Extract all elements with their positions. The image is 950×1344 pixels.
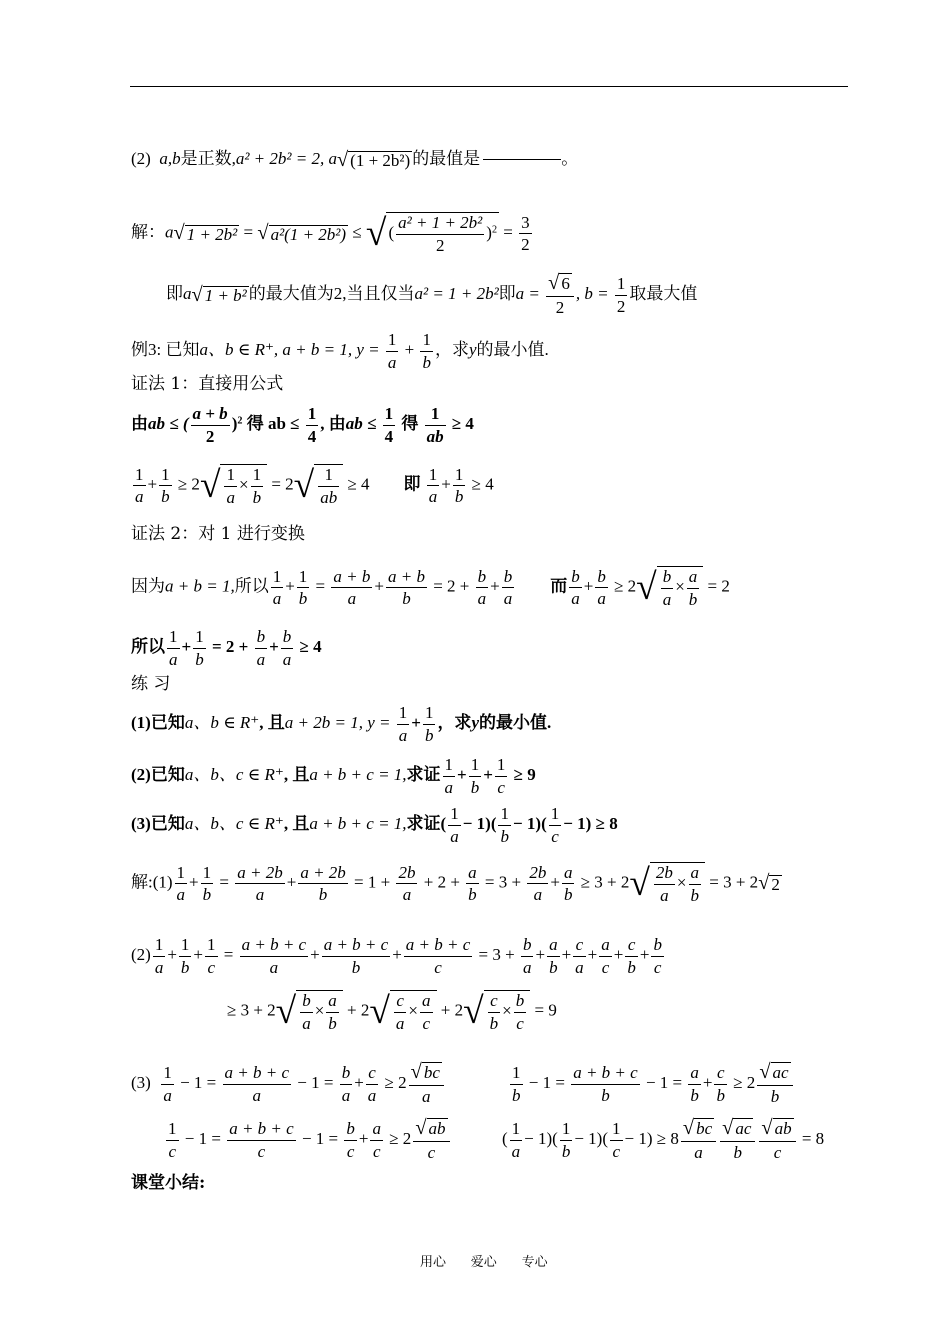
answer-blank <box>483 159 561 160</box>
example-3: 例3: 已知a、b ∈ R⁺, a + b = 1, y = $\frac{1}{a}$ + $\frac{1}{b}$ ，求y的最小值. <box>131 330 549 372</box>
method-2-title: 证法 2：对 1 进行变换 <box>131 524 305 544</box>
solution-ex-3-line-2b: ( $\frac{1}{a}$ − 1)( $\frac{1}{b}$ − 1)( $\frac{1}{c}$ − 1) ≥ 8 $\frac{√ bc}{a}$ $\frac{√ ac}{b}$ $\frac{√ ab}{c}$ = 8 <box>502 1117 825 1163</box>
method-1-line-2: $\frac{1}{a}$ + $\frac{1}{b}$ ≥ 2√ $\frac{1}{a}$ × $\frac{1}{b}$ = 2√ $\frac{1}{ab}$ ≥ 4 即 $\frac{1}{a}$ + $\frac{1}{b}$ ≥ 4 <box>135 464 494 507</box>
problem-2: (2) a,b是正数,a² + 2b² = 2, a√ (1 + 2b²) 的最值是 。 <box>131 149 579 171</box>
summary-heading: 课堂小结: <box>131 1173 206 1193</box>
solution-ex-3-line-1b: $\frac{1}{b}$ − 1 = $\frac{a + b + c}{b}$ − 1 = $\frac{a}{b}$ + $\frac{c}{b}$ ≥ 2 $\frac{√ ac}{b}$ <box>508 1061 795 1107</box>
header-rule <box>130 86 848 87</box>
method-1-line-1: 由ab ≤ ( $\frac{a + b}{2}$ )$^2$ 得 ab ≤ $\frac{1}{4}$ , 由ab ≤ $\frac{1}{4}$ 得 $\frac{1}{ab}$ ≥ 4 <box>131 404 474 446</box>
solution-ex-1: 解:(1) $\frac{1}{a}$ + $\frac{1}{b}$ = $\frac{a + 2b}{a}$ + $\frac{a + 2b}{b}$ = 1 + $\frac{2b}{a}$ + 2 + $\frac{a}{b}$ = 3 + $\frac{2b}{a}$ + $\frac{a}{b}$ ≥ 3 + 2√ $\frac{2b}{a}$ × $\frac{a}{b}$ = 3 + 2√ 2 <box>131 862 780 905</box>
solution-ex-3-line-2a: $\frac{1}{c}$ − 1 = $\frac{a + b + c}{c}$ − 1 = $\frac{b}{c}$ + $\frac{a}{c}$ ≥ 2 $\frac{√ ab}{c}$ <box>164 1117 452 1163</box>
method-2-line-1: 因为a + b = 1,所以 $\frac{1}{a}$ + $\frac{1}{b}$ = $\frac{a + b}{a}$ + $\frac{a + b}{b}$ = 2 + $\frac{b}{a}$ + $\frac{b}{a}$ 而 $\frac{b}{a}$ + $\frac{b}{a}$ ≥ 2√ $\frac{b}{a}$ × $\frac{a}{b}$ = 2 <box>131 566 730 609</box>
page-footer: 用心 爱心 专心 <box>420 1255 548 1270</box>
solution-2-line-1: 解：a√ 1 + 2b² = √ a²(1 + 2b²) ≤ √ ( $\frac{\text{a² + 1 + 2b²}}{2}$ )$^2$ = $\frac{3}{2}$ <box>131 212 530 255</box>
exercise-title: 练 习 <box>131 674 171 694</box>
solution-ex-2-line-1: (2) $\frac{1}{a}$ + $\frac{1}{b}$ + $\frac{1}{c}$ = $\frac{a + b + c}{a}$ + $\frac{a + b + c}{b}$ + $\frac{a + b + c}{c}$ = 3 + $\frac{b}{a}$ + $\frac{a}{b}$ + $\frac{c}{a}$ + $\frac{a}{c}$ + $\frac{c}{b}$ + $\frac{b}{c}$ <box>131 935 662 977</box>
solution-ex-3-line-1a: (3) $\frac{1}{a}$ − 1 = $\frac{a + b + c}{a}$ − 1 = $\frac{b}{a}$ + $\frac{c}{a}$ ≥ 2 $\frac{√ bc}{a}$ <box>131 1061 446 1107</box>
exercise-3: (3)已知a、b、c ∈ R⁺, 且a + b + c = 1,求证( $\frac{1}{a}$ − 1)( $\frac{1}{b}$ − 1)( $\frac{1}{c}$ − 1) ≥ 8 <box>131 804 618 846</box>
method-1-title: 证法 1：直接用公式 <box>131 374 284 394</box>
solution-2-line-2: 即a√ 1 + b² 的最大值为2,当且仅当a² = 1 + 2b²即a = $\frac{√ 6}{2}$ , b = $\frac{1}{2}$ 取最大值 <box>166 272 698 318</box>
solution-ex-2-line-2: ≥ 3 + 2√ $\frac{b}{a}$ × $\frac{a}{b}$ + 2√ $\frac{c}{a}$ × $\frac{a}{c}$ + 2√ $\frac{c}{b}$ × $\frac{b}{c}$ = 9 <box>227 990 557 1033</box>
exercise-2: (2)已知a、b、c ∈ R⁺, 且a + b + c = 1,求证 $\frac{1}{a}$ + $\frac{1}{b}$ + $\frac{1}{c}$ ≥ 9 <box>131 755 536 797</box>
exercise-1: (1)已知a、b ∈ R⁺, 且a + 2b = 1, y = $\frac{1}{a}$ + $\frac{1}{b}$ ，求y的最小值. <box>131 703 552 745</box>
method-2-line-2: 所以 $\frac{1}{a}$ + $\frac{1}{b}$ = 2 + $\frac{b}{a}$ + $\frac{b}{a}$ ≥ 4 <box>131 627 322 669</box>
